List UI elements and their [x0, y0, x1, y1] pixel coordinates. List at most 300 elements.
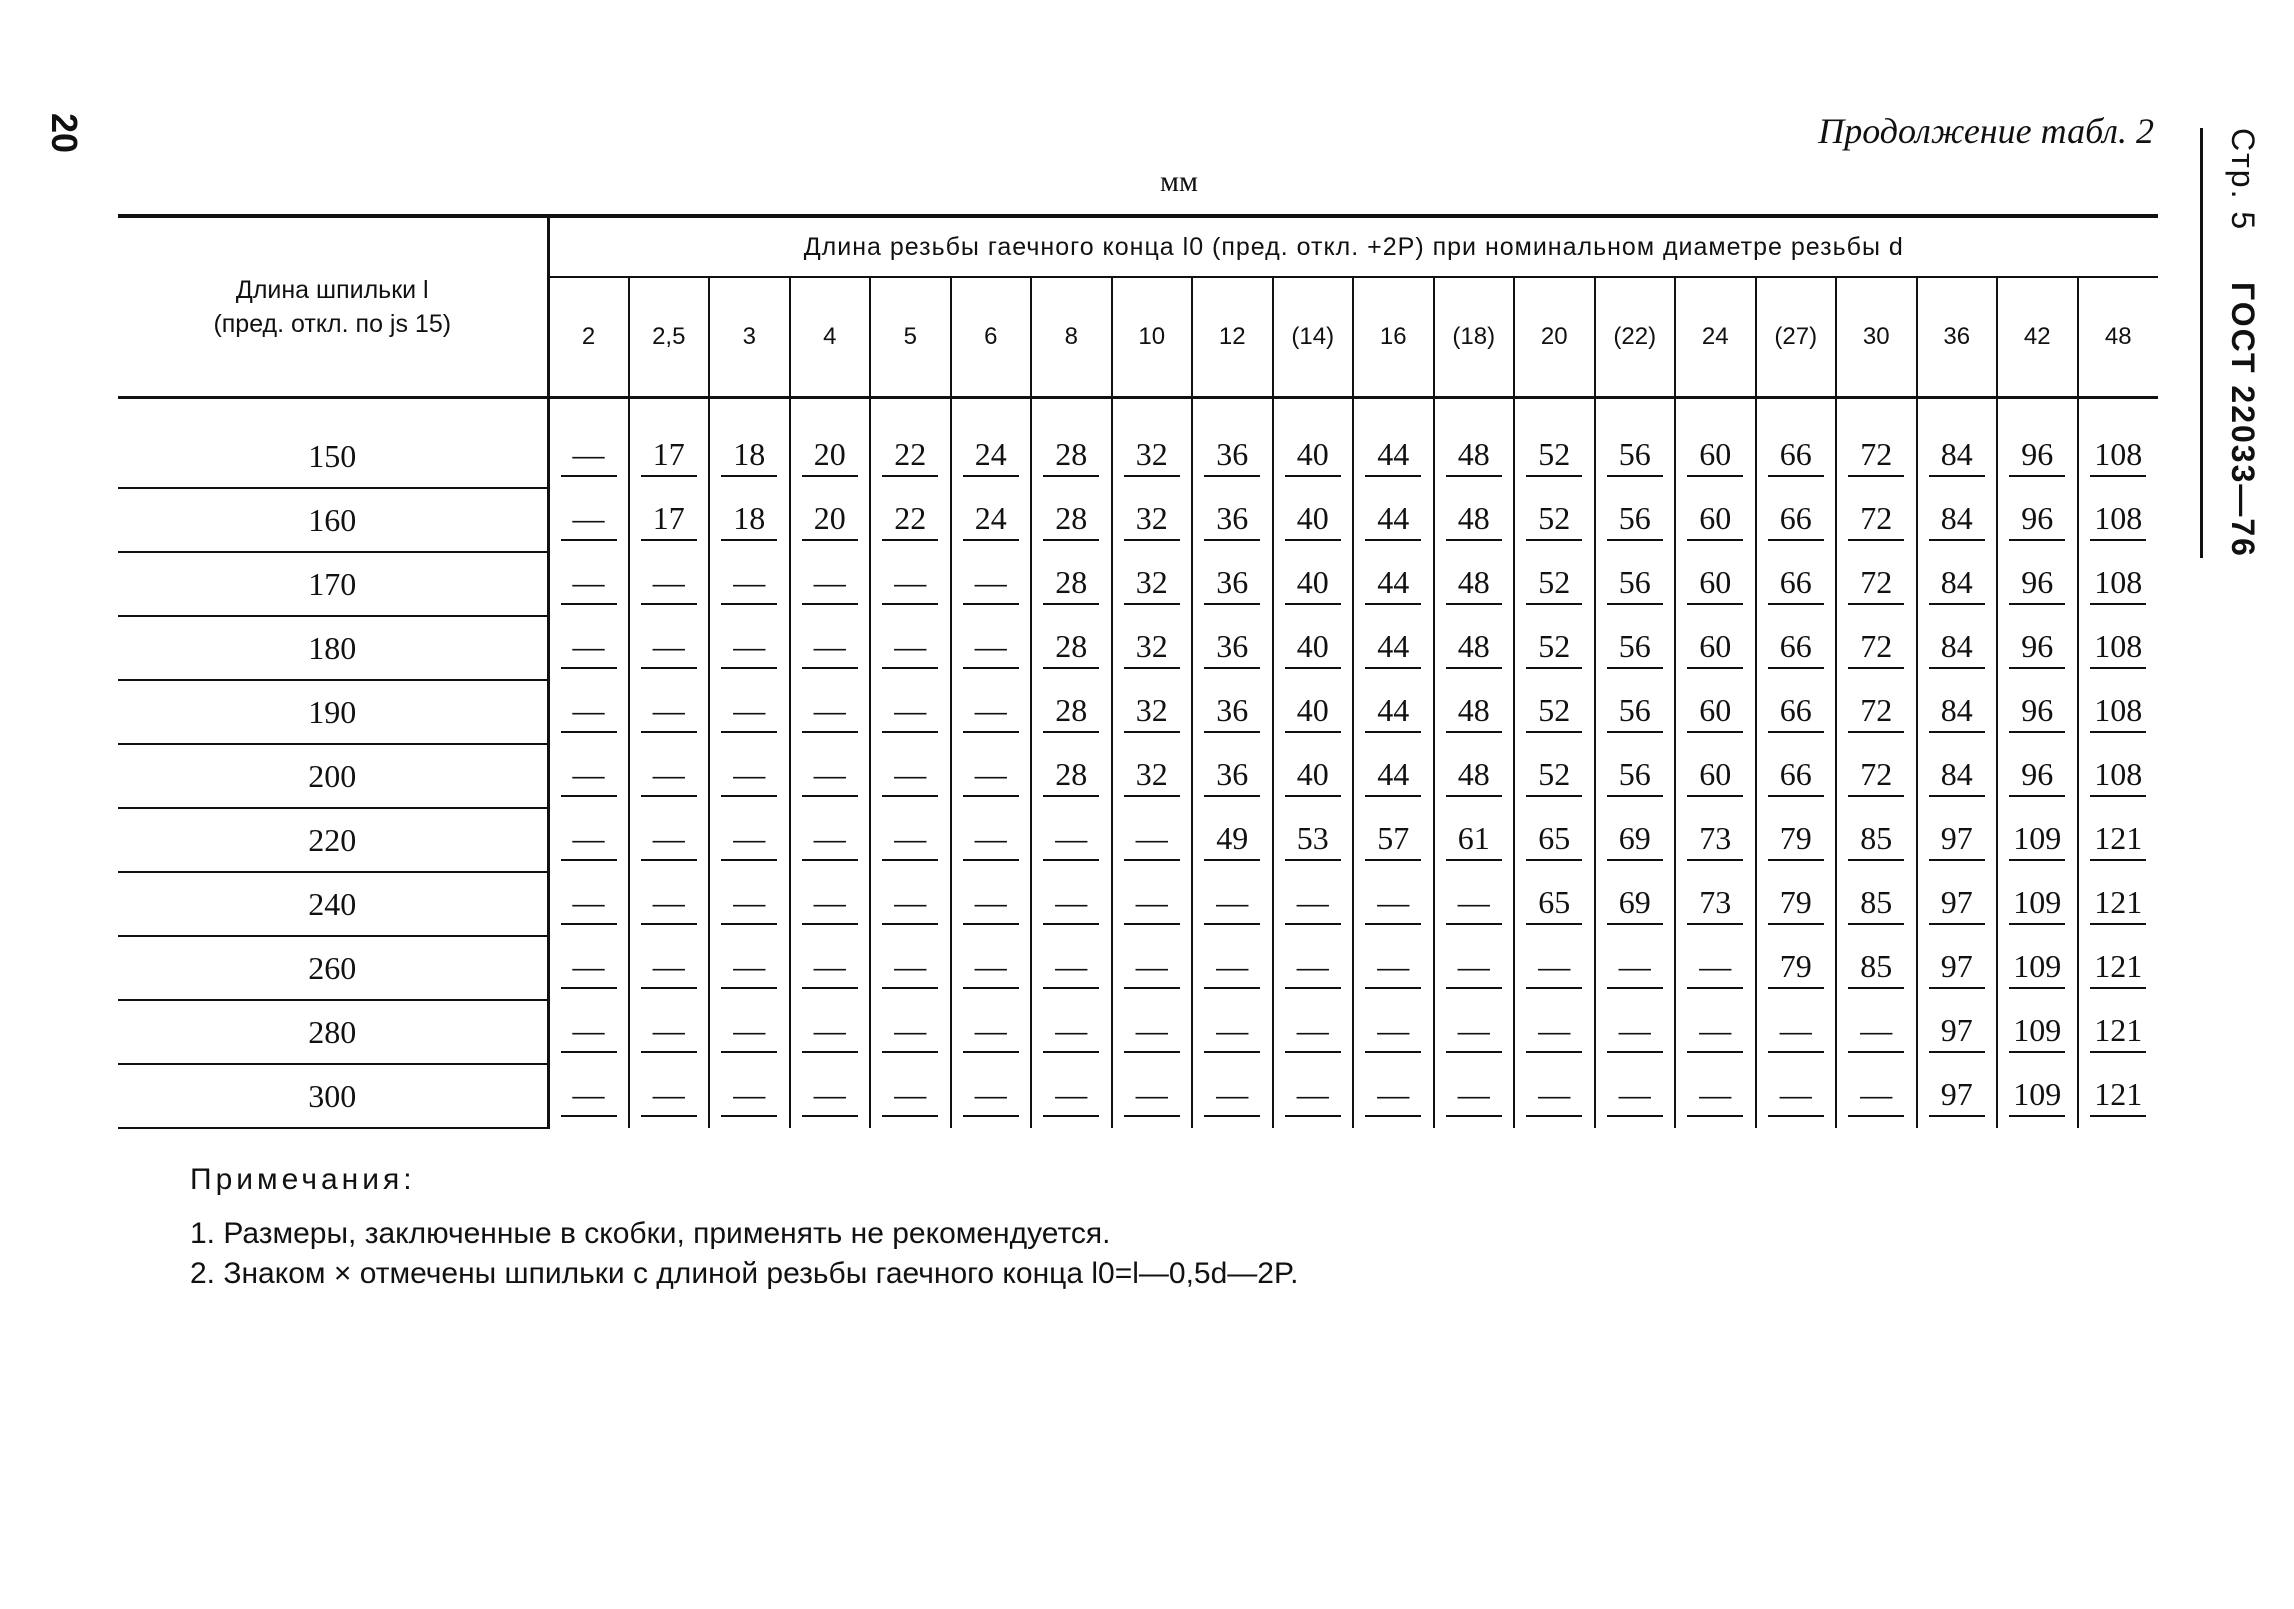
- thread-length-cell: [870, 744, 951, 808]
- thread-length-value: 108: [2090, 756, 2146, 797]
- thread-length-value: —: [1124, 1012, 1180, 1053]
- thread-length-value: 66: [1768, 692, 1824, 733]
- thread-length-cell: [709, 872, 790, 936]
- thread-length-value: 66: [1768, 564, 1824, 605]
- diameter-header-cell: 2: [548, 277, 629, 398]
- thread-length-cell: [1192, 1064, 1273, 1128]
- thread-length-cell: [709, 616, 790, 680]
- thread-length-value: —: [1285, 884, 1341, 925]
- spacer-cell: [1675, 398, 1756, 426]
- thread-length-cell: [1192, 488, 1273, 552]
- thread-length-value: 79: [1768, 820, 1824, 861]
- thread-length-value: 85: [1848, 820, 1904, 861]
- thread-length-value: 73: [1687, 820, 1743, 861]
- thread-length-cell: [1756, 744, 1837, 808]
- thread-length-cell: [1997, 808, 2078, 872]
- units-label: мм: [1160, 165, 1198, 198]
- diameter-header-cell: 30: [1836, 277, 1917, 398]
- thread-length-cell: [629, 808, 710, 872]
- thread-length-cell: [1917, 808, 1998, 872]
- thread-length-value: 57: [1365, 820, 1421, 861]
- thread-length-value: —: [561, 692, 617, 733]
- thread-length-cell: [951, 808, 1032, 872]
- thread-length-value: 56: [1607, 692, 1663, 733]
- thread-length-cell: [1756, 808, 1837, 872]
- thread-length-cell: [548, 872, 629, 936]
- table-row: [118, 1064, 2158, 1128]
- thread-length-cell: [790, 872, 871, 936]
- thread-length-value: —: [963, 692, 1019, 733]
- thread-length-cell: [2078, 425, 2159, 488]
- thread-length-value: 44: [1365, 692, 1421, 733]
- thread-length-value: 32: [1124, 500, 1180, 541]
- thread-length-cell: [951, 425, 1032, 488]
- thread-length-cell: [1675, 488, 1756, 552]
- thread-length-value: —: [882, 1076, 938, 1117]
- thread-length-value: —: [721, 884, 777, 925]
- thread-length-value: 56: [1607, 436, 1663, 477]
- thread-length-value: —: [561, 500, 617, 541]
- thread-length-cell: [1434, 1000, 1515, 1064]
- thread-length-cell: [1756, 425, 1837, 488]
- table-row: [118, 680, 2158, 744]
- thread-length-table: [118, 214, 2158, 1129]
- diameter-header-cell: 20: [1514, 277, 1595, 398]
- spacer-cell: [1031, 398, 1112, 426]
- thread-length-cell: [1514, 488, 1595, 552]
- thread-length-cell: [870, 488, 951, 552]
- spacer-cell: [951, 398, 1032, 426]
- spacer-cell: [870, 398, 951, 426]
- thread-length-cell: [629, 552, 710, 616]
- thread-length-value: 84: [1929, 500, 1985, 541]
- thread-length-cell: [1514, 808, 1595, 872]
- thread-length-value: —: [641, 564, 697, 605]
- thread-length-value: 40: [1285, 436, 1341, 477]
- thread-length-cell: [1756, 872, 1837, 936]
- thread-length-cell: [1514, 1000, 1595, 1064]
- thread-length-cell: [1917, 680, 1998, 744]
- thread-length-cell: [1112, 936, 1193, 1000]
- thread-length-cell: [1434, 616, 1515, 680]
- thread-length-cell: [1917, 936, 1998, 1000]
- diameter-header-cell: 6: [951, 277, 1032, 398]
- thread-length-cell: [1031, 744, 1112, 808]
- thread-length-value: —: [1043, 820, 1099, 861]
- thread-length-value: 97: [1929, 948, 1985, 989]
- thread-length-cell: [2078, 808, 2159, 872]
- stud-length-cell: 150: [118, 425, 548, 488]
- thread-length-value: 32: [1124, 436, 1180, 477]
- table-row: [118, 872, 2158, 936]
- thread-length-cell: [1434, 872, 1515, 936]
- spacer-cell: [709, 398, 790, 426]
- thread-length-value: —: [802, 948, 858, 989]
- thread-length-value: —: [1204, 1012, 1260, 1053]
- spacer-cell: [1595, 398, 1676, 426]
- thread-length-value: —: [882, 692, 938, 733]
- thread-length-cell: [1273, 552, 1354, 616]
- thread-length-cell: [1353, 936, 1434, 1000]
- thread-length-value: 28: [1043, 756, 1099, 797]
- thread-length-value: —: [1204, 1076, 1260, 1117]
- thread-length-cell: [1353, 744, 1434, 808]
- thread-length-cell: [548, 744, 629, 808]
- diameter-header-cell: 8: [1031, 277, 1112, 398]
- thread-length-cell: [1514, 1064, 1595, 1128]
- thread-length-cell: [2078, 552, 2159, 616]
- thread-length-cell: [1756, 1064, 1837, 1128]
- thread-length-value: —: [641, 756, 697, 797]
- thread-length-value: 22: [882, 436, 938, 477]
- thread-length-cell: [2078, 1064, 2159, 1128]
- spacer-cell: [1836, 398, 1917, 426]
- thread-length-value: 97: [1929, 1012, 1985, 1053]
- spacer-cell: [1514, 398, 1595, 426]
- thread-length-cell: [1353, 552, 1434, 616]
- thread-length-cell: [790, 936, 871, 1000]
- thread-length-value: 96: [2009, 628, 2065, 669]
- thread-length-value: —: [1687, 1012, 1743, 1053]
- thread-length-cell: [2078, 616, 2159, 680]
- thread-length-value: —: [802, 1076, 858, 1117]
- thread-length-cell: [1514, 872, 1595, 936]
- thread-length-value: —: [882, 628, 938, 669]
- thread-length-value: —: [1365, 1076, 1421, 1117]
- side-running-header: [2200, 128, 2261, 558]
- thread-length-value: 109: [2009, 1076, 2065, 1117]
- thread-length-cell: [1514, 680, 1595, 744]
- thread-length-cell: [548, 680, 629, 744]
- thread-length-cell: [548, 425, 629, 488]
- thread-length-value: 52: [1526, 500, 1582, 541]
- thread-length-cell: [548, 808, 629, 872]
- thread-length-cell: [790, 744, 871, 808]
- thread-length-cell: [1031, 936, 1112, 1000]
- thread-length-cell: [1756, 552, 1837, 616]
- diameter-header-cell: (27): [1756, 277, 1837, 398]
- thread-length-cell: [1031, 1000, 1112, 1064]
- thread-length-value: 32: [1124, 564, 1180, 605]
- thread-length-value: —: [882, 564, 938, 605]
- thread-length-value: —: [1124, 820, 1180, 861]
- thread-length-value: 85: [1848, 948, 1904, 989]
- thread-length-value: —: [561, 1076, 617, 1117]
- thread-length-cell: [870, 936, 951, 1000]
- thread-length-cell: [1595, 552, 1676, 616]
- thread-length-cell: [1434, 680, 1515, 744]
- thread-length-cell: [1031, 872, 1112, 936]
- thread-length-cell: [1917, 616, 1998, 680]
- thread-length-cell: [1756, 488, 1837, 552]
- thread-length-value: 52: [1526, 628, 1582, 669]
- thread-length-value: —: [1043, 948, 1099, 989]
- thread-length-cell: [1192, 425, 1273, 488]
- thread-length-cell: [1434, 488, 1515, 552]
- thread-length-cell: [951, 1000, 1032, 1064]
- thread-length-cell: [709, 936, 790, 1000]
- thread-length-cell: [951, 488, 1032, 552]
- diameter-header-cell: (22): [1595, 277, 1676, 398]
- thread-length-value: 121: [2090, 1076, 2146, 1117]
- thread-length-cell: [1112, 744, 1193, 808]
- thread-length-value: —: [802, 756, 858, 797]
- thread-length-value: 60: [1687, 628, 1743, 669]
- thread-length-cell: [1434, 552, 1515, 616]
- thread-length-value: 109: [2009, 884, 2065, 925]
- thread-length-value: 108: [2090, 436, 2146, 477]
- diameter-header-cell: 2,5: [629, 277, 710, 398]
- thread-length-value: —: [721, 564, 777, 605]
- thread-length-cell: [629, 1000, 710, 1064]
- thread-length-value: 109: [2009, 948, 2065, 989]
- thread-length-cell: [870, 808, 951, 872]
- thread-length-cell: [1675, 680, 1756, 744]
- thread-length-cell: [1434, 425, 1515, 488]
- thread-length-value: —: [882, 884, 938, 925]
- thread-length-cell: [1595, 425, 1676, 488]
- thread-length-cell: [1675, 1064, 1756, 1128]
- thread-length-value: —: [1285, 1012, 1341, 1053]
- thread-length-cell: [951, 744, 1032, 808]
- thread-length-cell: [548, 488, 629, 552]
- thread-length-value: —: [721, 628, 777, 669]
- thread-length-cell: [1514, 744, 1595, 808]
- thread-length-cell: [1917, 872, 1998, 936]
- thread-length-cell: [1836, 808, 1917, 872]
- thread-length-value: 85: [1848, 884, 1904, 925]
- thread-length-value: —: [721, 820, 777, 861]
- thread-length-cell: [1112, 488, 1193, 552]
- thread-length-value: 121: [2090, 820, 2146, 861]
- thread-length-cell: [1595, 1000, 1676, 1064]
- thread-length-value: 84: [1929, 628, 1985, 669]
- thread-length-value: 73: [1687, 884, 1743, 925]
- thread-length-cell: [1353, 1000, 1434, 1064]
- stud-length-cell: 200: [118, 744, 548, 808]
- thread-length-value: 36: [1204, 436, 1260, 477]
- thread-length-value: —: [1446, 948, 1502, 989]
- thread-length-value: 66: [1768, 756, 1824, 797]
- thread-length-value: 44: [1365, 436, 1421, 477]
- thread-length-cell: [1836, 936, 1917, 1000]
- thread-length-value: —: [1124, 1076, 1180, 1117]
- thread-length-cell: [870, 552, 951, 616]
- thread-length-value: 49: [1204, 820, 1260, 861]
- thread-length-group-header: Длина резьбы гаечного конца l0 (пред. откл. +2P) при номинальном диаметре резьбы d: [548, 216, 2158, 277]
- thread-length-cell: [548, 616, 629, 680]
- thread-length-cell: [1031, 552, 1112, 616]
- thread-length-value: 40: [1285, 564, 1341, 605]
- thread-length-value: 52: [1526, 692, 1582, 733]
- thread-length-cell: [629, 488, 710, 552]
- thread-length-cell: [1031, 1064, 1112, 1128]
- thread-length-value: —: [1848, 1076, 1904, 1117]
- thread-length-value: 17: [641, 436, 697, 477]
- thread-length-value: 56: [1607, 564, 1663, 605]
- thread-length-cell: [951, 552, 1032, 616]
- thread-length-cell: [1836, 488, 1917, 552]
- thread-length-value: —: [963, 1012, 1019, 1053]
- spacer-cell: [1434, 398, 1515, 426]
- thread-length-cell: [1192, 936, 1273, 1000]
- thread-length-value: —: [963, 884, 1019, 925]
- table-body: [118, 398, 2158, 1129]
- thread-length-cell: [1997, 1064, 2078, 1128]
- thread-length-value: —: [641, 1012, 697, 1053]
- thread-length-cell: [1353, 808, 1434, 872]
- diameter-header-cell: 10: [1112, 277, 1193, 398]
- thread-length-cell: [1836, 552, 1917, 616]
- thread-length-value: 48: [1446, 436, 1502, 477]
- thread-length-value: 84: [1929, 692, 1985, 733]
- thread-length-value: —: [721, 948, 777, 989]
- thread-length-cell: [548, 936, 629, 1000]
- thread-length-value: —: [963, 756, 1019, 797]
- thread-length-value: —: [1768, 1012, 1824, 1053]
- table-spacer-row: [118, 398, 2158, 426]
- thread-length-value: 84: [1929, 436, 1985, 477]
- side-page-label: Стр. 5: [2225, 128, 2261, 232]
- thread-length-value: 96: [2009, 500, 2065, 541]
- thread-length-value: 108: [2090, 692, 2146, 733]
- note-item: 1. Размеры, заключенные в скобки, применять не рекомендуется.: [190, 1217, 1111, 1250]
- thread-length-cell: [2078, 680, 2159, 744]
- thread-length-value: —: [561, 1012, 617, 1053]
- thread-length-cell: [1112, 1000, 1193, 1064]
- thread-length-cell: [1192, 616, 1273, 680]
- thread-length-value: 53: [1285, 820, 1341, 861]
- thread-length-cell: [709, 680, 790, 744]
- thread-length-cell: [1836, 744, 1917, 808]
- thread-length-cell: [1997, 425, 2078, 488]
- thread-length-cell: [1514, 936, 1595, 1000]
- thread-length-value: 32: [1124, 628, 1180, 669]
- thread-length-cell: [1273, 1064, 1354, 1128]
- thread-length-value: 40: [1285, 756, 1341, 797]
- spacer-cell: [790, 398, 871, 426]
- thread-length-cell: [790, 1000, 871, 1064]
- stud-length-header: [118, 216, 548, 398]
- thread-length-cell: [790, 425, 871, 488]
- thread-length-cell: [1192, 744, 1273, 808]
- thread-length-cell: [870, 425, 951, 488]
- thread-length-value: 79: [1768, 948, 1824, 989]
- thread-length-cell: [790, 808, 871, 872]
- thread-length-value: 44: [1365, 500, 1421, 541]
- thread-length-cell: [1675, 552, 1756, 616]
- thread-length-cell: [870, 616, 951, 680]
- diameter-header-cell: 48: [2078, 277, 2159, 398]
- thread-length-value: —: [641, 820, 697, 861]
- thread-length-cell: [951, 616, 1032, 680]
- stud-length-header-line2: (пред. откл. по js 15): [213, 310, 452, 338]
- thread-length-cell: [709, 1000, 790, 1064]
- thread-length-value: 24: [963, 436, 1019, 477]
- thread-length-cell: [2078, 1000, 2159, 1064]
- thread-length-cell: [709, 1064, 790, 1128]
- thread-length-cell: [1112, 616, 1193, 680]
- thread-length-cell: [1917, 425, 1998, 488]
- thread-length-value: —: [1446, 1076, 1502, 1117]
- thread-length-cell: [548, 552, 629, 616]
- thread-length-cell: [1756, 680, 1837, 744]
- thread-length-value: —: [802, 820, 858, 861]
- notes-section: [190, 1160, 1298, 1294]
- thread-length-cell: [790, 488, 871, 552]
- thread-length-cell: [1675, 936, 1756, 1000]
- diameter-header-cell: 4: [790, 277, 871, 398]
- thread-length-cell: [709, 425, 790, 488]
- thread-length-value: 32: [1124, 756, 1180, 797]
- side-standard-code: ГОСТ 22033—76: [2225, 282, 2261, 558]
- thread-length-cell: [1112, 425, 1193, 488]
- thread-length-cell: [870, 680, 951, 744]
- thread-length-cell: [1434, 744, 1515, 808]
- thread-length-value: 28: [1043, 628, 1099, 669]
- thread-length-cell: [1273, 808, 1354, 872]
- spacer-cell: [1917, 398, 1998, 426]
- thread-length-value: 40: [1285, 692, 1341, 733]
- thread-length-cell: [1675, 1000, 1756, 1064]
- thread-length-cell: [1434, 936, 1515, 1000]
- thread-length-cell: [1353, 872, 1434, 936]
- stud-length-cell: 170: [118, 552, 548, 616]
- thread-length-cell: [951, 936, 1032, 1000]
- thread-length-cell: [1675, 616, 1756, 680]
- thread-length-cell: [709, 808, 790, 872]
- thread-length-value: —: [561, 436, 617, 477]
- thread-length-value: 40: [1285, 500, 1341, 541]
- thread-length-value: —: [802, 692, 858, 733]
- thread-length-cell: [629, 744, 710, 808]
- note-item: 2. Знаком × отмечены шпильки с длиной резьбы гаечного конца l0=l—0,5d—2P.: [190, 1257, 1299, 1290]
- thread-length-cell: [1273, 425, 1354, 488]
- thread-length-cell: [1595, 872, 1676, 936]
- thread-length-value: 60: [1687, 500, 1743, 541]
- thread-length-value: 40: [1285, 628, 1341, 669]
- thread-length-value: 108: [2090, 500, 2146, 541]
- table-row: [118, 616, 2158, 680]
- thread-length-value: 72: [1848, 628, 1904, 669]
- thread-length-value: —: [882, 820, 938, 861]
- thread-length-value: 36: [1204, 500, 1260, 541]
- thread-length-value: —: [561, 884, 617, 925]
- thread-length-value: 28: [1043, 692, 1099, 733]
- thread-length-cell: [1595, 808, 1676, 872]
- thread-length-cell: [870, 1064, 951, 1128]
- thread-length-value: 61: [1446, 820, 1502, 861]
- thread-length-value: —: [1687, 948, 1743, 989]
- thread-length-cell: [1192, 680, 1273, 744]
- spacer-cell: [1112, 398, 1193, 426]
- thread-length-cell: [1273, 680, 1354, 744]
- thread-length-value: 44: [1365, 756, 1421, 797]
- spacer-cell: [1997, 398, 2078, 426]
- thread-length-cell: [790, 552, 871, 616]
- thread-length-value: 66: [1768, 628, 1824, 669]
- thread-length-cell: [1514, 425, 1595, 488]
- thread-length-cell: [1997, 1000, 2078, 1064]
- thread-length-value: 72: [1848, 436, 1904, 477]
- thread-length-value: —: [1365, 1012, 1421, 1053]
- thread-length-value: —: [721, 692, 777, 733]
- thread-length-value: 66: [1768, 500, 1824, 541]
- thread-length-cell: [1353, 680, 1434, 744]
- thread-length-value: 121: [2090, 1012, 2146, 1053]
- thread-length-cell: [951, 680, 1032, 744]
- thread-length-value: 24: [963, 500, 1019, 541]
